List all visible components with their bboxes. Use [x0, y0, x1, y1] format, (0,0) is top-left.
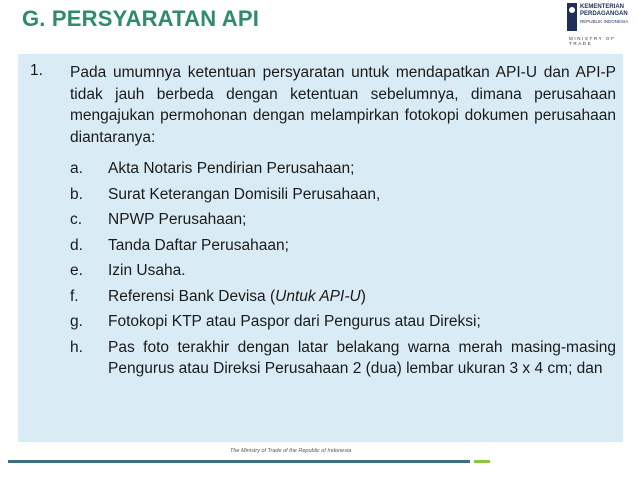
list-text: NPWP Perusahaan;: [108, 211, 247, 228]
list-text: Surat Keterangan Domisili Perusahaan,: [108, 185, 381, 203]
ministry-logo: [553, 0, 635, 44]
page-title: G. PERSYARATAN API: [22, 6, 260, 31]
logo-line2: PERDAGANGAN: [580, 11, 628, 17]
list-item: [70, 235, 616, 257]
list-letter: h.: [70, 338, 83, 356]
logo-line3: REPUBLIK INDONESIA: [580, 19, 629, 24]
list-text: Akta Notaris Pendirian Perusahaan;: [108, 160, 355, 177]
list-letter: a.: [70, 160, 83, 177]
list-item: [70, 184, 616, 206]
list-item: [70, 209, 616, 231]
list-text: Tanda Daftar Perusahaan;: [108, 236, 289, 254]
list-letter: b.: [70, 185, 83, 203]
list-text: Izin Usaha.: [108, 262, 186, 279]
list-item: [70, 158, 616, 180]
list-letter: c.: [70, 211, 83, 228]
list-text: [108, 286, 616, 308]
content-box: [18, 54, 623, 442]
footer-text: The Ministry of Trade of the Republic of Indonesia: [230, 448, 352, 454]
list-item: [70, 311, 616, 333]
logo-line1: KEMENTERIAN: [580, 4, 625, 10]
list-text-italic: Untuk API-U: [275, 287, 361, 305]
list-letter: d.: [70, 236, 83, 254]
list-text-after: ): [360, 287, 366, 305]
list-text-before: Referensi Bank Devisa (: [108, 287, 276, 305]
footer-divider: [8, 460, 470, 463]
logo-text: [580, 4, 628, 25]
list-letter: g.: [70, 313, 83, 330]
requirements-list: [70, 158, 616, 384]
list-item: [70, 260, 616, 282]
list-item: [70, 286, 616, 308]
emblem-icon: [567, 3, 577, 31]
logo-tagline: MINISTRY OF TRADE: [569, 36, 616, 46]
list-text: Pas foto terakhir dengan latar belakang warna merah masing-masing Pengurus atau Direksi Perusahaan 2 (dua) lembar ukuran 3 x 4 cm; dan: [108, 338, 616, 377]
list-letter: e.: [70, 262, 83, 279]
list-text: Fotokopi KTP atau Paspor dari Pengurus atau Direksi;: [108, 313, 481, 330]
list-letter: f.: [70, 287, 79, 305]
item-number: 1.: [30, 62, 43, 79]
item-text: Pada umumnya ketentuan persyaratan untuk mendapatkan API-U dan API-P tidak jauh berbeda dengan ketentuan sebelumnya, dimana perusahaan mengajukan permohonan dengan melampirkan fotokopi dokumen perusahaan diantaranya:: [70, 64, 616, 146]
footer-accent: [474, 460, 490, 463]
list-item: [70, 337, 616, 380]
